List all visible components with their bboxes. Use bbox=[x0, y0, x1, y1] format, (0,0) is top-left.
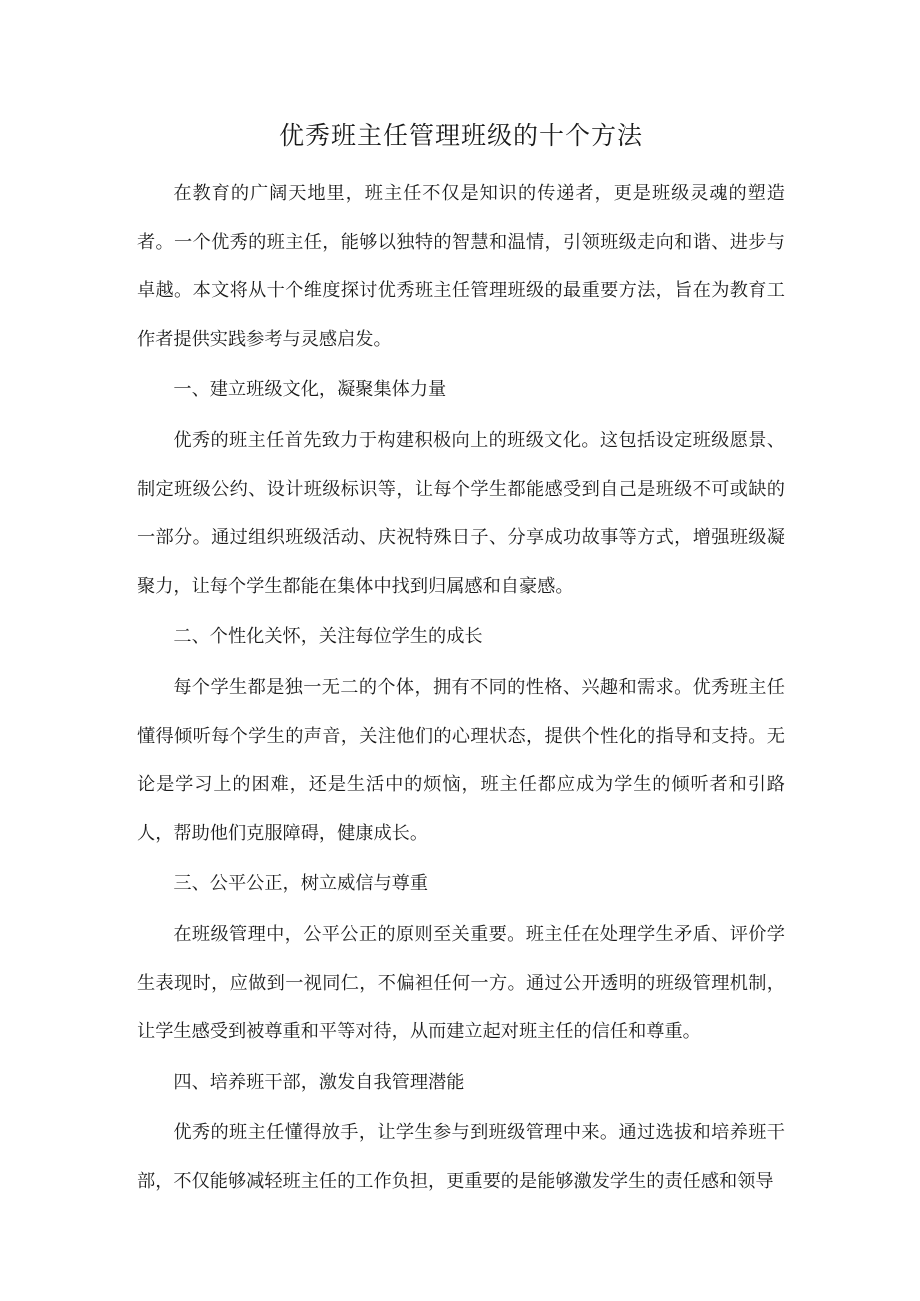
section-body-4: 优秀的班主任懂得放手，让学生参与到班级管理中来。通过选拔和培养班干部，不仅能够减轻班主任的工作负担，更重要的是能够激发学生的责任感和领导 bbox=[137, 1122, 785, 1192]
section-heading-2: 二、个性化关怀，关注每位学生的成长 bbox=[173, 626, 483, 648]
document-title: 优秀班主任管理班级的十个方法 bbox=[278, 121, 643, 150]
intro-paragraph: 在教育的广阔天地里，班主任不仅是知识的传递者，更是班级灵魂的塑造者。一个优秀的班主任，能够以独特的智慧和温情，引领班级走向和谐、进步与卓越。本文将从十个维度探讨优秀班主任管理班级的最重要方法，旨在为教育工作者提供实践参考与灵感启发。 bbox=[137, 183, 785, 350]
section-heading-1: 一、建立班级文化，凝聚集体力量 bbox=[173, 379, 447, 401]
document-page bbox=[137, 118, 785, 1206]
section-heading-4: 四、培养班干部，激发自我管理潜能 bbox=[173, 1071, 465, 1093]
section-body-2: 每个学生都是独一无二的个体，拥有不同的性格、兴趣和需求。优秀班主任懂得倾听每个学生的声音，关注他们的心理状态，提供个性化的指导和支持。无论是学习上的困难，还是生活中的烦恼，班主任都应成为学生的倾听者和引路人，帮助他们克服障碍，健康成长。 bbox=[137, 676, 785, 844]
section-body-1: 优秀的班主任首先致力于构建积极向上的班级文化。这包括设定班级愿景、制定班级公约、设计班级标识等，让每个学生都能感受到自己是班级不可或缺的一部分。通过组织班级活动、庆祝特殊日子、分享成功故事等方式，增强班级凝聚力，让每个学生都能在集体中找到归属感和自豪感。 bbox=[137, 429, 785, 597]
section-body-3: 在班级管理中，公平公正的原则至关重要。班主任在处理学生矛盾、评价学生表现时，应做到一视同仁，不偏袒任何一方。通过公开透明的班级管理机制，让学生感受到被尊重和平等对待，从而建立起对班主任的信任和尊重。 bbox=[137, 923, 785, 1043]
section-heading-3: 三、公平公正，树立威信与尊重 bbox=[173, 873, 429, 895]
